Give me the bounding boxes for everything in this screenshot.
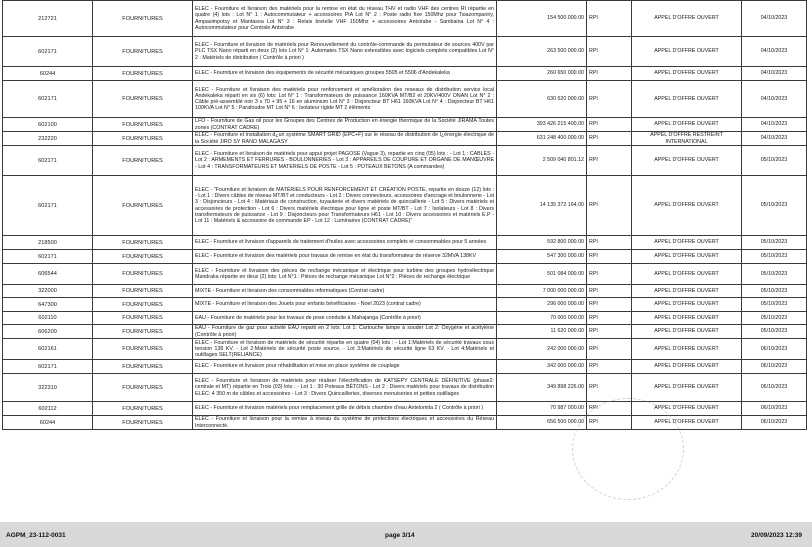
launch-date: 06/10/2023 — [742, 402, 807, 416]
table-row — [193, 360, 807, 374]
budget-code: 602171 — [3, 250, 93, 264]
procurement-method: APPEL D'OFFRE OUVERT — [632, 250, 742, 264]
procurement-method: APPEL D'OFFRE OUVERT — [632, 236, 742, 250]
category: FOURNITURES — [93, 146, 193, 176]
table-row — [193, 81, 807, 118]
budget-code: 212721 — [3, 1, 93, 37]
procurement-method: APPEL D'OFFRE OUVERT — [632, 67, 742, 81]
funding-source: RPI — [587, 37, 632, 67]
category: FOURNITURES — [93, 264, 193, 285]
table-row — [193, 264, 807, 285]
estimated-amount: 70 000 000.00 — [497, 312, 587, 325]
procurement-method: APPEL D'OFFRE OUVERT — [632, 374, 742, 402]
category: FOURNITURES — [93, 360, 193, 374]
launch-date: 05/10/2023 — [742, 285, 807, 298]
budget-code: 60244 — [3, 416, 93, 430]
funding-source: RPI — [587, 264, 632, 285]
estimated-amount: 296 000 000.00 — [497, 298, 587, 312]
estimated-amount: 14 135 372 164.00 — [497, 176, 587, 236]
table-row — [193, 236, 807, 250]
table-row — [193, 416, 807, 430]
procurement-method: APPEL D'OFFRE OUVERT — [632, 416, 742, 430]
table-row — [3, 132, 193, 146]
table-row — [3, 81, 193, 118]
table-row — [193, 312, 807, 325]
launch-date: 05/10/2023 — [742, 176, 807, 236]
procurement-method: APPEL D'OFFRE OUVERT — [632, 176, 742, 236]
funding-source: RPI — [587, 118, 632, 132]
funding-source: RPI — [587, 250, 632, 264]
table-row — [193, 146, 807, 176]
procurement-method: APPEL D'OFFRE OUVERT — [632, 37, 742, 67]
table-row — [3, 339, 193, 360]
funding-source: RPI — [587, 132, 632, 146]
launch-date: 05/10/2023 — [742, 312, 807, 325]
table-row — [3, 416, 193, 430]
budget-code: 322310 — [3, 374, 93, 402]
document-page — [2, 0, 810, 522]
table-row — [193, 285, 807, 298]
description: LFO - Fourniture de Gas oil pour les Groupes des Centres de Production en énergie thermique de la Société JIRAMA Toutes zones (CONTRAT CADRE) — [193, 118, 497, 132]
procurement-method: APPEL D'OFFRE OUVERT — [632, 360, 742, 374]
procurement-method: APPEL D'OFFRE OUVERT — [632, 146, 742, 176]
funding-source: RPI — [587, 360, 632, 374]
table-row — [3, 312, 193, 325]
estimated-amount: 11 620 000.00 — [497, 325, 587, 339]
description: ELEC - Fourniture et livraison matériels pour remplacement grille de débris chambre d'eau Antelomita 2 ( Contrôle à priori ) — [193, 402, 497, 416]
launch-date: 06/10/2023 — [742, 416, 807, 430]
category: FOURNITURES — [93, 236, 193, 250]
description: ELEC - Fourniture et livraison d'appareils de traitement d'huiles avec accessoires complets et consommables pour 5 années — [193, 236, 497, 250]
estimated-amount: 656 500 000.00 — [497, 416, 587, 430]
category: FOURNITURES — [93, 402, 193, 416]
category: FOURNITURES — [93, 374, 193, 402]
table-row — [193, 132, 807, 146]
budget-code: 218500 — [3, 236, 93, 250]
table-row — [3, 236, 193, 250]
category: FOURNITURES — [93, 37, 193, 67]
category: FOURNITURES — [93, 176, 193, 236]
estimated-amount: 592 800 000.00 — [497, 236, 587, 250]
table-row — [3, 250, 193, 264]
funding-source: RPI — [587, 67, 632, 81]
description: MIXTE - Fourniture et livraison des consommables informatiques (Contrat cadre) — [193, 285, 497, 298]
description: ELEC - Fourniture et livraison pour réhabilitation et mise en place système de couplage — [193, 360, 497, 374]
procurement-method: APPEL D'OFFRE OUVERT — [632, 264, 742, 285]
description: EAU - Fourniture de gaz pour activité EAU reparti en 2 lots: Lot 1: Cartouche lampe à souder Lot 2: Oxygène et acétylène (Contrôle à priori) — [193, 325, 497, 339]
description: ELEC - Fourniture et livraison des matériels pour la remise en état du réseau THV et radio VHF des centres RI répartie en quatre (4) lots : Lot N° 1 : Autocommutateur + accessoires PIA Lot N° 2 : Poste radio fixe 150Mhz pour Tsiazompaniry, Ampasimpotsy et Mantasoa Lot N° 3 : Relais bretelle VHF 150Mhz + accessoires Antsirabe - Sambaina Lot N° 4 : Autocommutateur pour Centrale Antsirabe — [193, 1, 497, 37]
estimated-amount: 547 300 000.00 — [497, 250, 587, 264]
launch-date: 06/10/2023 — [742, 360, 807, 374]
estimated-amount: 501 084 000.00 — [497, 264, 587, 285]
funding-source: RPI — [587, 81, 632, 118]
table-row — [3, 1, 193, 37]
estimated-amount: 242 000 000.00 — [497, 339, 587, 360]
funding-source: RPI — [587, 312, 632, 325]
launch-date: 04/10/2023 — [742, 67, 807, 81]
budget-code: 60244 — [3, 67, 93, 81]
funding-source: RPI — [587, 1, 632, 37]
description: MIXTE - Fourniture et livraison des Jouets pour enfants bénéficiaires - Noel 2023 (contrat cadre) — [193, 298, 497, 312]
description: ELEC - Fourniture et livraison de matériels pour Renouvellement du contrôle-commande du permutateur de sources 400V par PLC TSX Nano réparti en deux (2) lots Lot N° 1: Automates TSX Nano extensibles avec logiciels complets compatibles Lot N° 2 : Matériels de distribution ( Contrôle à priori ) — [193, 37, 497, 67]
procurement-table — [192, 0, 807, 430]
budget-code: 602171 — [3, 176, 93, 236]
procurement-method: APPEL D'OFFRE OUVERT — [632, 1, 742, 37]
category: FOURNITURES — [93, 132, 193, 146]
funding-source: RPI — [587, 298, 632, 312]
funding-source: RPI — [587, 285, 632, 298]
estimated-amount: 631 248 400 000.00 — [497, 132, 587, 146]
funding-source: RPI — [587, 325, 632, 339]
page-number: page 3/14 — [385, 532, 415, 539]
table-row — [3, 264, 193, 285]
funding-source: RPI — [587, 339, 632, 360]
table-row — [193, 67, 807, 81]
document-reference: AGPM_23-112-0031 — [6, 532, 66, 539]
table-row — [3, 374, 193, 402]
description: ELEC - Fourniture et livraison des matériels pour travaux de remise en état du transformateur de réserve 32MVA 138KV — [193, 250, 497, 264]
funding-source: RPI — [587, 176, 632, 236]
category: FOURNITURES — [93, 1, 193, 37]
table-row — [3, 146, 193, 176]
table-row — [193, 402, 807, 416]
estimated-amount: 630 520 000.00 — [497, 81, 587, 118]
table-row — [193, 176, 807, 236]
procurement-method: APPEL D'OFFRE OUVERT — [632, 402, 742, 416]
table-row — [3, 402, 193, 416]
page-footer — [0, 522, 812, 547]
launch-date: 04/10/2023 — [742, 132, 807, 146]
table-row — [193, 1, 807, 37]
budget-code: 602161 — [3, 339, 93, 360]
procurement-method: APPEL D'OFFRE OUVERT — [632, 312, 742, 325]
description: ELEC - Fourniture et livraison de matériels pour appui projet PAGOSE (Vague 3), repartie en cinq (05) lots : - Lot 1 : CABLES - Lot 2 : ARMEMENTS ET FERRURES - BOULONNERIES - Lot 3 : APPAREILS DE COUPURE ET ORGANE DE MANŒUVRE - Lot 4 : TRANSFORMATEURS ET MATERIELS DE POSTE - Lot 5 : POTEAUX BETONS (A commandes) — [193, 146, 497, 176]
category: FOURNITURES — [93, 298, 193, 312]
table-row — [193, 118, 807, 132]
launch-date: 05/10/2023 — [742, 236, 807, 250]
budget-code: 602171 — [3, 360, 93, 374]
table-row — [3, 325, 193, 339]
table-row — [3, 285, 193, 298]
launch-date: 06/10/2023 — [742, 374, 807, 402]
category: FOURNITURES — [93, 285, 193, 298]
category: FOURNITURES — [93, 81, 193, 118]
estimated-amount: 263 500 000.00 — [497, 37, 587, 67]
table-row — [3, 37, 193, 67]
category: FOURNITURES — [93, 416, 193, 430]
print-timestamp: 20/09/2023 12:39 — [751, 532, 802, 539]
table-row — [3, 118, 193, 132]
budget-code: 647300 — [3, 298, 93, 312]
estimated-amount: 154 500 000.00 — [497, 1, 587, 37]
table-row — [193, 325, 807, 339]
category: FOURNITURES — [93, 325, 193, 339]
budget-code: 602171 — [3, 37, 93, 67]
estimated-amount: 349 898 226.00 — [497, 374, 587, 402]
funding-source: RPI — [587, 236, 632, 250]
estimated-amount: 393 426 215 400.00 — [497, 118, 587, 132]
procurement-method: APPEL D'OFFRE OUVERT — [632, 339, 742, 360]
table-row — [3, 176, 193, 236]
launch-date: 05/10/2023 — [742, 264, 807, 285]
funding-source: RPI — [587, 416, 632, 430]
launch-date: 05/10/2023 — [742, 250, 807, 264]
estimated-amount: 70 987 000.00 — [497, 402, 587, 416]
table-row — [193, 298, 807, 312]
launch-date: 04/10/2023 — [742, 1, 807, 37]
launch-date: 04/10/2023 — [742, 118, 807, 132]
table-row — [3, 67, 193, 81]
funding-source: RPI — [587, 146, 632, 176]
launch-date: 04/10/2023 — [742, 37, 807, 67]
description: ELEC - Fourniture et livraison de matériels pour réaliser l'électrification de KATSEPY CENTRALE DÉFINITIVE (phase2: centrale et MT) répartie en Trois (03) lots : - Lot 1 : 30 Poteaux BÉTONS - Lot 2 : Divers matériels pour travaux de distribution ELEC: 4 350 m de câbles et accessoires - Lot 3 : Divers Quincailleries, diverses menuiseries et petites outillages — [193, 374, 497, 402]
estimated-amount: 7 000 000 000.00 — [497, 285, 587, 298]
description: ELEC - Fourniture et livraison des équipements de sécurité mécaniques groupes 5505 et 5506 d'Andekaleka — [193, 67, 497, 81]
budget-code: 602171 — [3, 81, 93, 118]
description: ELEC - Fourniture et livraison de matériels de sécurité répartie en quatre (04) lots : - Lot 1:Matériels de sécurité travaux sous tension 138 KV. - Lot 2:Matériels de sécurité poste source. - Lot 3:Matériels de sécurité ligne 63 KV. - Lot 4:Matériels et outillages SELT(RELIANCE) — [193, 339, 497, 360]
procurement-method: APPEL D'OFFRE OUVERT — [632, 325, 742, 339]
left-columns — [2, 0, 193, 430]
table-row — [3, 298, 193, 312]
launch-date: 05/10/2023 — [742, 146, 807, 176]
launch-date: 04/10/2023 — [742, 81, 807, 118]
budget-code: 602110 — [3, 312, 93, 325]
budget-code: 232220 — [3, 132, 93, 146]
launch-date: 05/10/2023 — [742, 298, 807, 312]
procurement-method: APPEL D'OFFRE OUVERT — [632, 285, 742, 298]
category: FOURNITURES — [93, 67, 193, 81]
estimated-amount: 342 000 000.00 — [497, 360, 587, 374]
budget-code: 602112 — [3, 402, 93, 416]
budget-code: 606200 — [3, 325, 93, 339]
funding-source: RPI — [587, 402, 632, 416]
procurement-method: APPEL D'OFFRE RESTREINT INTERNATIONAL — [632, 132, 742, 146]
table-row — [3, 360, 193, 374]
estimated-amount: 2 509 040 801.12 — [497, 146, 587, 176]
description: EAU - Fourniture de matériels pour les travaux de pose conduite à Mahajanga (Contrôle à priori) — [193, 312, 497, 325]
budget-code: 606544 — [3, 264, 93, 285]
description: ELEC - "Fourniture et livraison de MATÉRIELS POUR RENFORCEMENT ET CRÉATION POSTE, repartie en douze (12) lots : - Lot 1 : Divers câbles de réseau MT/BT et conducteurs - Lot 2 : Divers connecteurs, accessoires d'ancrage et boulonnerie - Lot 3 : Disjoncteurs - Lot 4 : Matériaux de construction, tuyauterie et divers matériels de quincaillerie - Lot 5 : Divers matériels et accessoires de protection - Lot 6 : Divers matériels électrique pour ligne et poste MT/BT - Lot 7 : Isolateurs - Lot 8 : Divers transformateurs de puissance - Lot 9 : Disjoncteurs pour Transformateurs H61 - Lot 10 : Divers accessoires et matériels E.P - Lot 11 : Matériels & accessoire de commande EP - Lot 12 : Luminaires (CONTRAT CADRE)" — [193, 176, 497, 236]
description: ELEC - Fourniture et livraison des pièces de rechange mécanique et électrique pour turbine des groupes hydroélectrique Mandraka répartie en deux (2) lots: Lot N°1 : Pièces de rechange mécanique Lot N°2 : Pièces de rechange électrique — [193, 264, 497, 285]
table-row — [193, 250, 807, 264]
description: ELEC - Fourniture et installation d¿un système SMART GRID (EPC+F) sur le réseau de distribution de l¿énergie électrique de la Société JIRO SY RANO MALAGASY — [193, 132, 497, 146]
category: FOURNITURES — [93, 312, 193, 325]
estimated-amount: 260 650 000.00 — [497, 67, 587, 81]
budget-code: 602100 — [3, 118, 93, 132]
category: FOURNITURES — [93, 339, 193, 360]
table-row — [193, 374, 807, 402]
table-row — [193, 37, 807, 67]
budget-code: 602171 — [3, 146, 93, 176]
procurement-method: APPEL D'OFFRE OUVERT — [632, 81, 742, 118]
category: FOURNITURES — [93, 250, 193, 264]
description: ELEC - Fourniture et livraison pour la remise à niveau du système de protections électriques et accessoires du Réseau Interconnecté. — [193, 416, 497, 430]
funding-source: RPI — [587, 374, 632, 402]
launch-date: 05/10/2023 — [742, 325, 807, 339]
procurement-method: APPEL D'OFFRE OUVERT — [632, 118, 742, 132]
table-row — [193, 339, 807, 360]
official-stamp — [572, 398, 684, 500]
description: ELEC - Fourniture et livraison des matériels pour renforcement et amélioration des reseaux de distribution service local Andekaleka réparti en six (6) lots: Lot N° 1 : Transformateurs de puissance 160KVA MT/B2 et 20KV/400V ONAN Lot N° 2 : Câble pré-assemblé noir 3 x 70 + 95 + 16 en aluminium Lot N° 3 : Disjoncteur BT H61 160KVA Lot N° 4 : Disjoncteur BT H61 100KVA Lot N° 5 : Parafoudre MT Lot N° 6 : Isolateur rigide MT 2 éléments — [193, 81, 497, 118]
procurement-method: APPEL D'OFFRE OUVERT — [632, 298, 742, 312]
budget-code: 322000 — [3, 285, 93, 298]
category: FOURNITURES — [93, 118, 193, 132]
launch-date: 06/10/2023 — [742, 339, 807, 360]
